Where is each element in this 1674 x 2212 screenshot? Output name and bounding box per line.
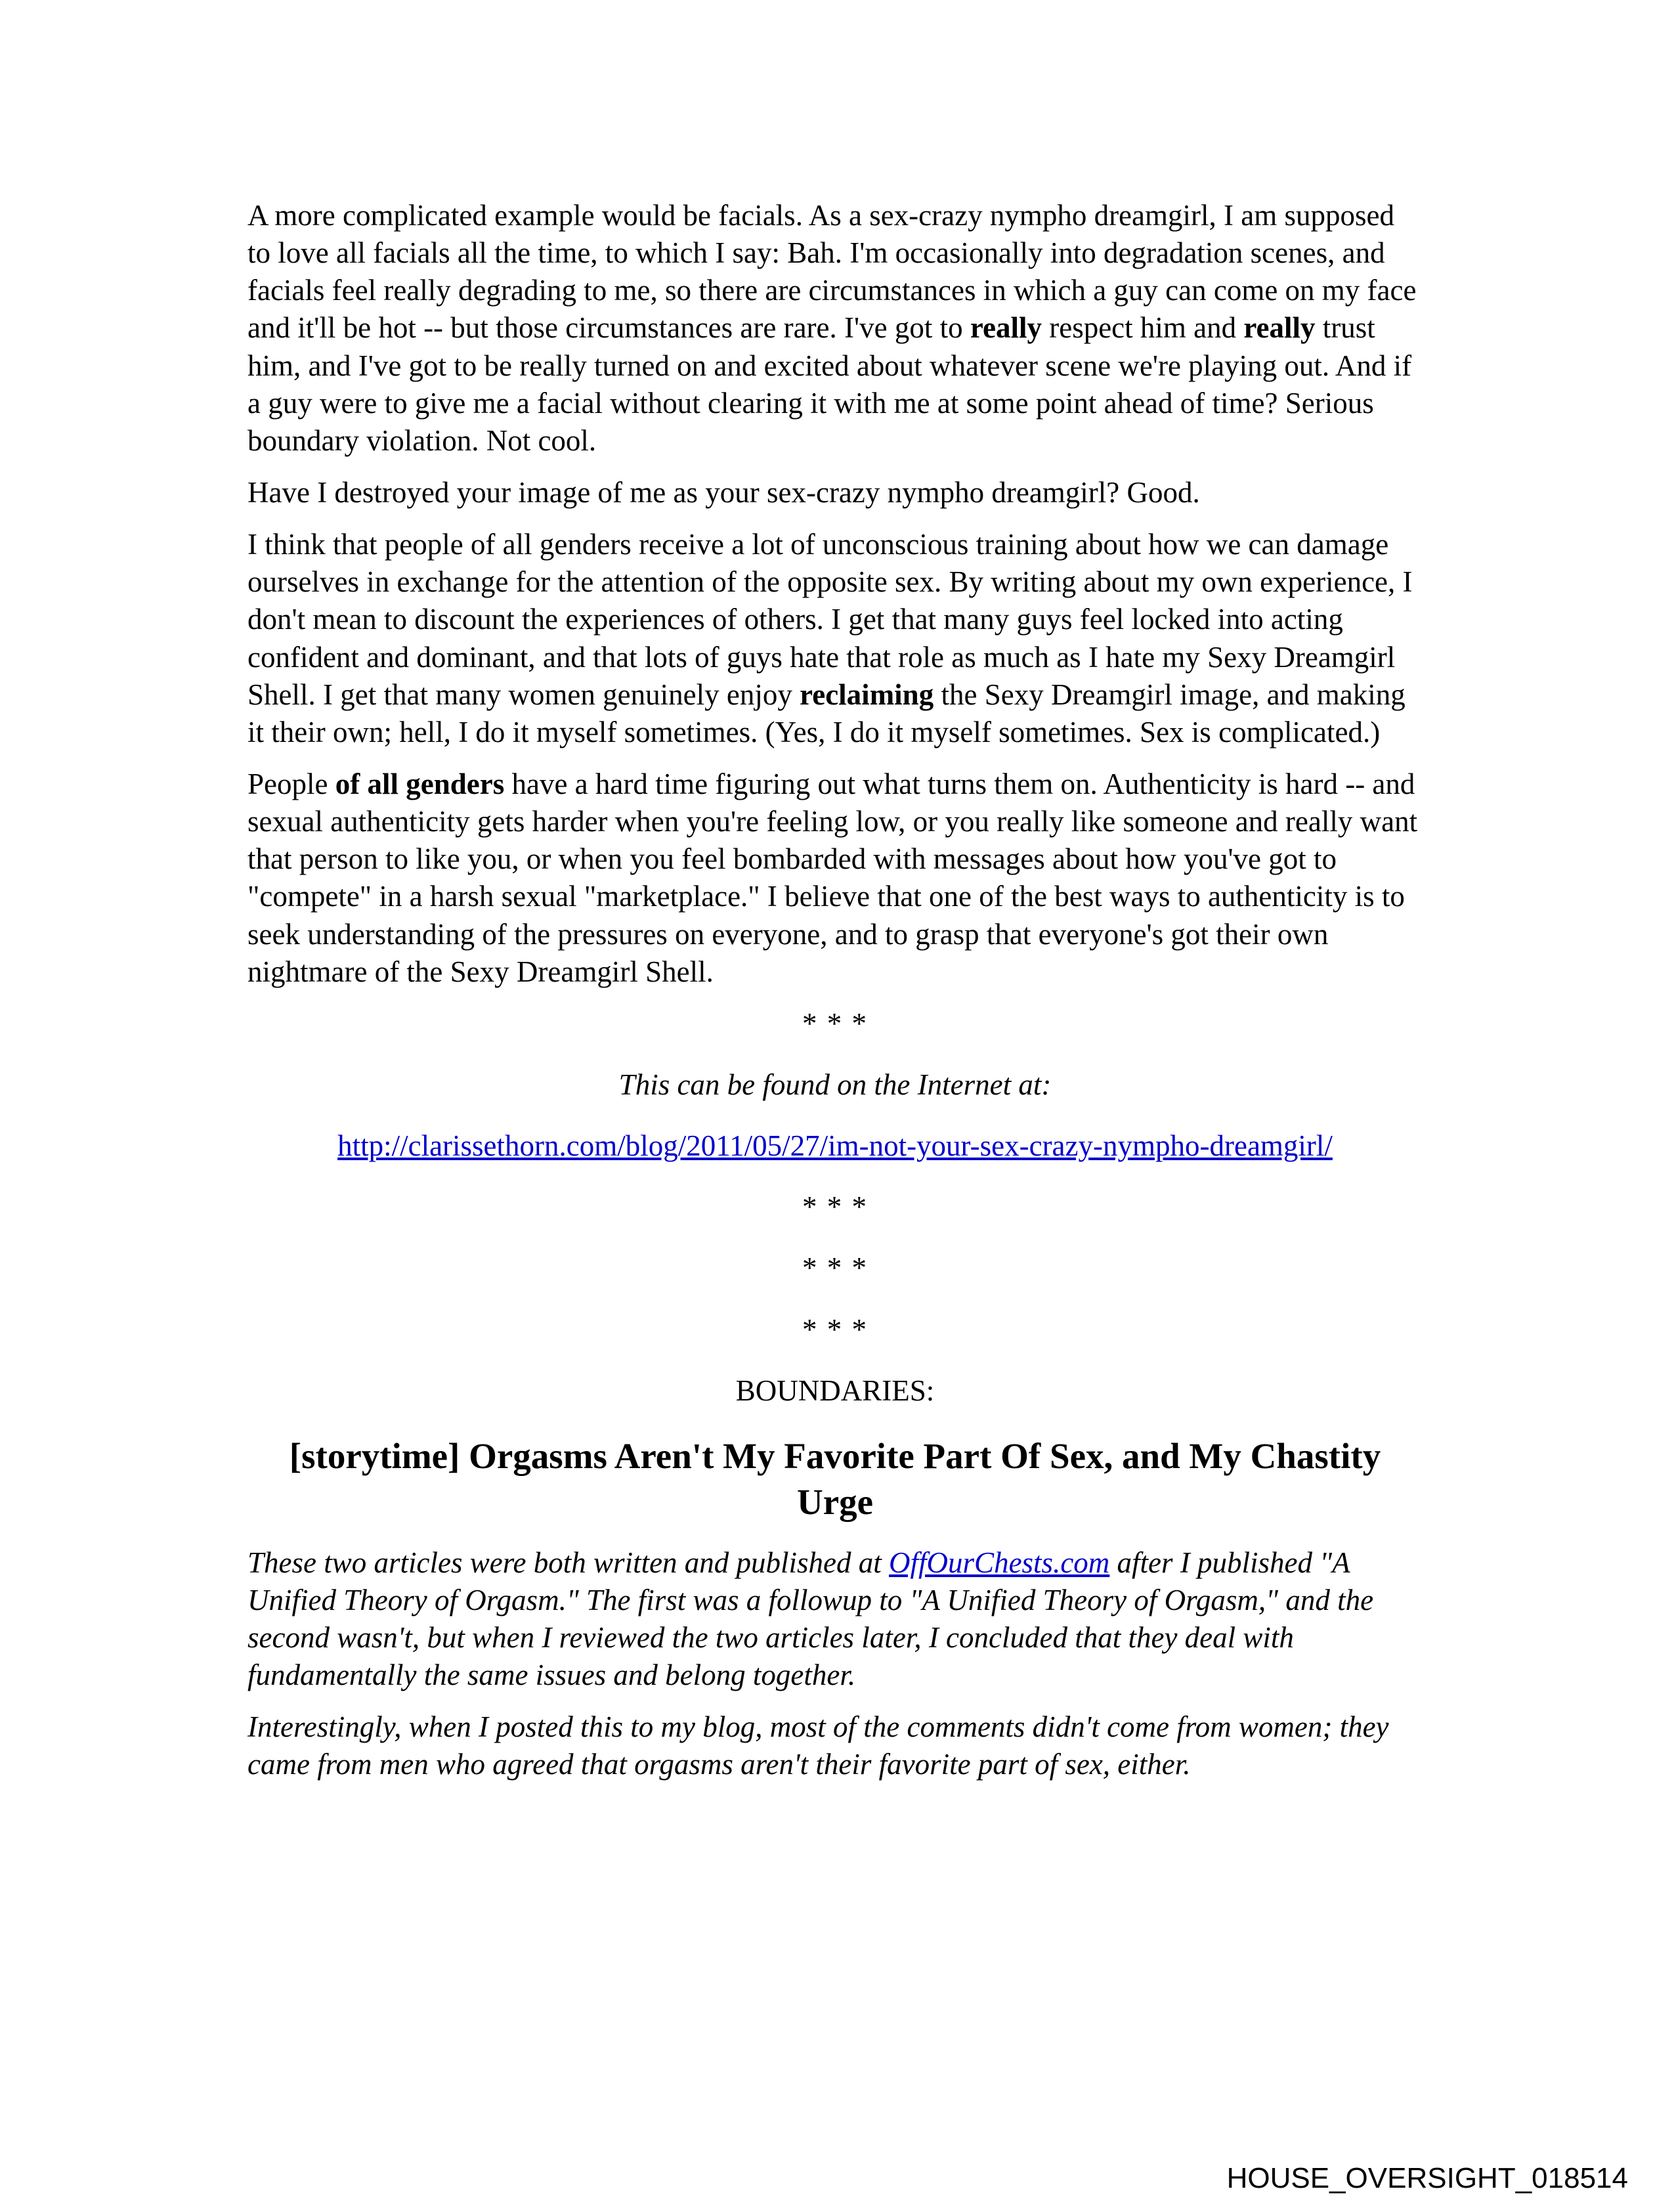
source-note: This can be found on the Internet at:: [618, 1068, 1052, 1101]
paragraph-destroyed-image: Have I destroyed your image of me as your sex-crazy nympho dreamgirl? Good.: [247, 475, 1200, 509]
text-run: after I published "A Unified Theory of Orgasm." The first was a followup to "A Unified Theory of Orgasm," and the second wasn't, but when I reviewed the two articles later, I concluded that they deal with fundamentally the same issues and belong together.: [247, 1546, 1374, 1691]
paragraph-interestingly: Interestingly, when I posted this to my blog, most of the comments didn't come from women; they came from men who agreed that orgasms aren't their favorite part of sex, either.: [247, 1710, 1389, 1781]
bates-number: HOUSE_OVERSIGHT_018514: [1226, 2162, 1628, 2194]
source-url-link[interactable]: http://clarissethorn.com/blog/2011/05/27/im-not-your-sex-crazy-nympho-dreamgirl/: [337, 1129, 1333, 1163]
text-run: I think that people of all genders receive a lot of unconscious training about how we can damage ourselves in exchange for the attention of the opposite sex. By writing about my own experience, I don't mean to discount the experiences of others. I get that many guys feel locked into acting confident and dominant, and that lots of guys hate that role as much as I hate my Sexy Dreamgirl Shell. I get that many women genuinely enjoy: [247, 528, 1413, 711]
text-run: respect him and: [1041, 311, 1244, 345]
bold-run: reclaiming: [800, 678, 934, 711]
text-run: A more complicated example would be facials. As a sex-crazy nympho dreamgirl, I am supposed to love all facials all the time, to which I say: Bah. I'm occasionally into degradation scenes, and facials feel really degrading to me, so there are circumstances in which a guy can come on my face and it'll be hot -- but those circumstances are rare. I've got to: [247, 199, 1417, 345]
separator-stars: * * *: [802, 1007, 868, 1040]
text-run: trust him, and I've got to be really turned on and excited about whatever scene we're playing out. And if a guy were to give me a facial without clearing it with me at some point ahead of time? Serious boundary violation. Not cool.: [247, 311, 1412, 457]
source-url-line: [247, 1127, 1423, 1165]
offourchests-link[interactable]: OffOurChests.com: [889, 1546, 1110, 1579]
text-run: These two articles were both written and published at: [247, 1546, 890, 1579]
paragraph-facials: [247, 197, 1423, 460]
bold-run: really: [970, 311, 1042, 345]
separator-stars: * * *: [802, 1312, 868, 1346]
separator-stars: * * *: [802, 1190, 868, 1224]
section-label-boundaries: BOUNDARIES:: [735, 1374, 935, 1407]
document-content: [247, 197, 1423, 1798]
bold-run: really: [1243, 311, 1316, 345]
text-run: the Sexy Dreamgirl image, and making it their own; hell, I do it myself sometimes. (Yes, I do it myself sometimes. Sex is complicated.): [247, 678, 1406, 748]
paragraph-training: [247, 526, 1423, 751]
paragraph-all-genders: [247, 766, 1423, 991]
bold-run: of all genders: [335, 767, 505, 800]
text-run: have a hard time figuring out what turns them on. Authenticity is hard -- and sexual authenticity gets harder when you're feeling low, or you really like someone and really want that person to like you, or when you feel bombarded with messages about how you've got to "compete" in a harsh sexual "marketplace." I believe that one of the best ways to authenticity is to seek understanding of the pressures on everyone, and to grasp that everyone's got their own nightmare of the Sexy Dreamgirl Shell.: [247, 767, 1418, 988]
text-run: People: [247, 767, 335, 800]
article-heading: [storytime] Orgasms Aren't My Favorite Part Of Sex, and My Chastity Urge: [289, 1435, 1381, 1523]
paragraph-articles-intro: [247, 1544, 1423, 1695]
separator-stars: * * *: [802, 1251, 868, 1285]
